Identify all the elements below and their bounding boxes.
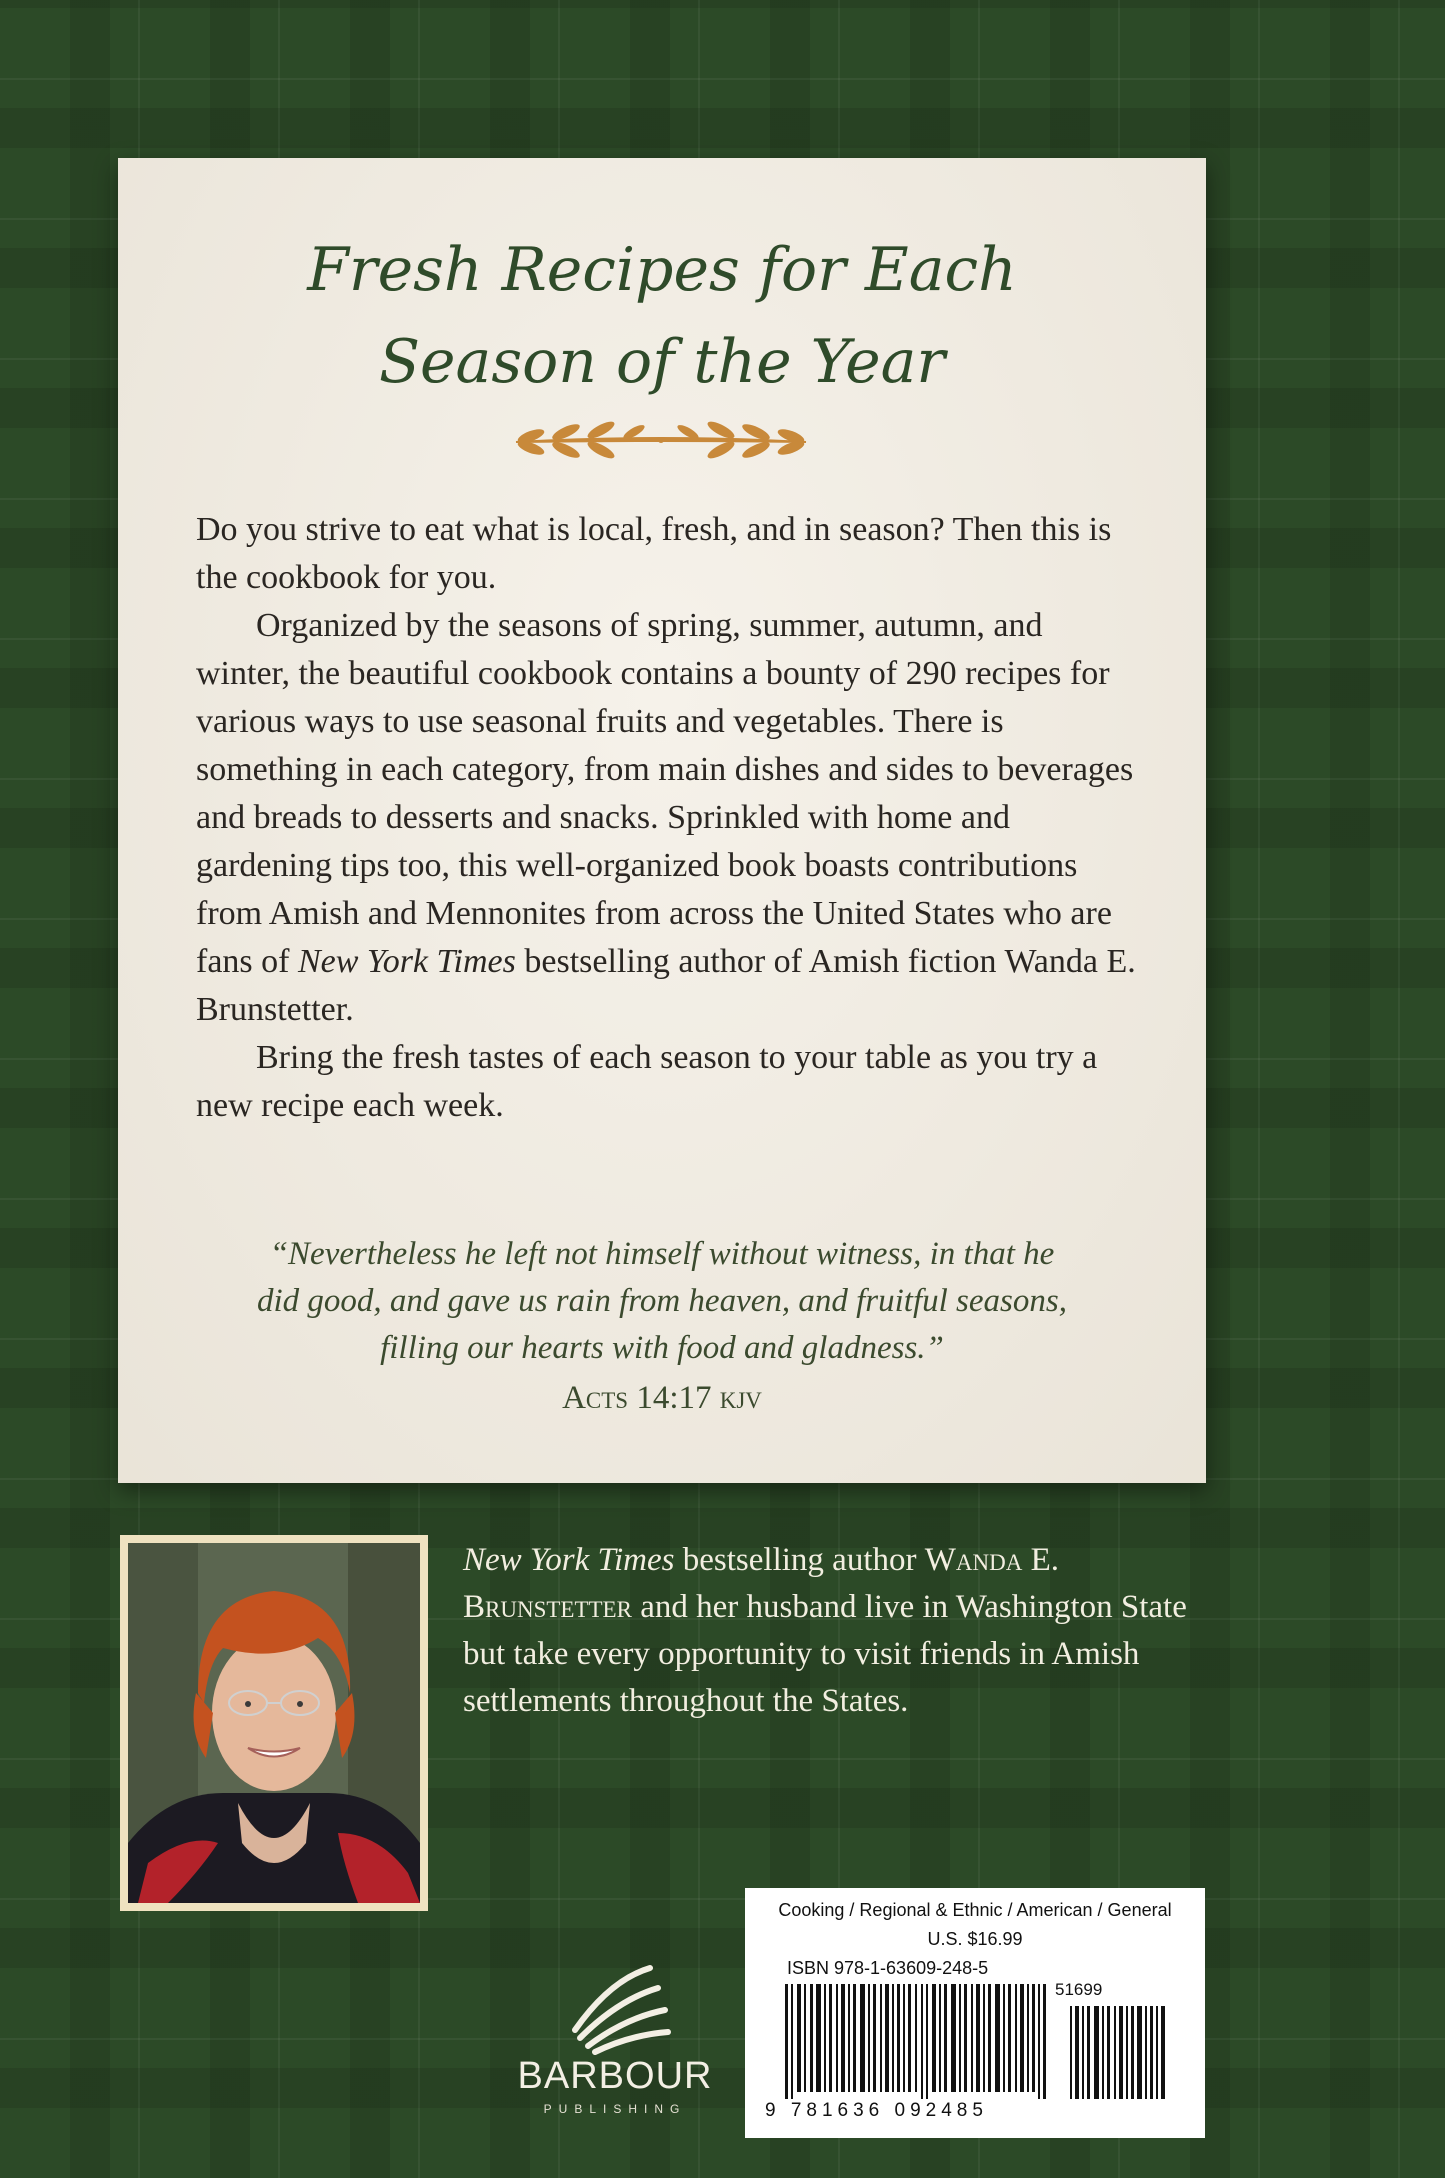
- barcode-bars: [785, 1984, 1175, 2099]
- barcode-box: [745, 1888, 1205, 2138]
- description-paragraph-2-text: Organized by the seasons of spring, summer, autumn, and winter, the beautiful cookbook contains a bounty of 290 recipes for various ways to use seasonal fruits and vegetables. There is something in each category, from main dishes and sides to beverages and breads to desserts and snacks. Sprinkled with home and gardening tips too, this well-organized book boasts contributions from Amish and Mennonites from across the United States who are fans of: [196, 607, 1134, 980]
- price-code: 51699: [1055, 1980, 1103, 1999]
- author-portrait: [128, 1543, 420, 1903]
- bio-newspaper-title: New York Times: [463, 1542, 675, 1578]
- citation-version: kjv: [719, 1380, 762, 1416]
- scripture-quote: [178, 1231, 1146, 1372]
- bio-part-1: bestselling author: [682, 1542, 917, 1578]
- author-portrait-drawing: [128, 1543, 420, 1903]
- description-panel: [118, 158, 1206, 1483]
- publisher-subtitle: PUBLISHING: [543, 2102, 687, 2116]
- quote-line-1: “Nevertheless he left not himself without witness, in that he: [269, 1236, 1055, 1272]
- publisher-name: BARBOUR: [517, 2055, 713, 2097]
- newspaper-title: New York Times: [297, 943, 516, 980]
- barcode-digits: 9 781636 092485: [765, 2100, 988, 2121]
- description-paragraph-1: Do you strive to eat what is local, fresh, and in season? Then this is the cookbook for you.: [196, 511, 1112, 596]
- quote-line-3: filling our hearts with food and gladness.”: [380, 1330, 944, 1366]
- publisher-logo: [500, 1960, 730, 2130]
- isbn-text: ISBN 978-1-63609-248-5: [787, 1958, 989, 1978]
- book-description: [196, 506, 1136, 1130]
- headline-line-1: Fresh Recipes for Each: [307, 235, 1017, 305]
- author-photo-frame: [120, 1535, 428, 1911]
- citation-reference: Acts 14:17: [562, 1380, 712, 1416]
- description-paragraph-2: [196, 602, 1136, 1034]
- description-paragraph-3: Bring the fresh tastes of each season to your table as you try a new recipe each week.: [196, 1039, 1098, 1124]
- bisac-category: Cooking / Regional & Ethnic / American / General: [778, 1900, 1172, 1920]
- author-name: Wanda E. Brunstetter: [463, 1542, 1059, 1625]
- retail-price: U.S. $16.99: [927, 1929, 1023, 1949]
- headline: [118, 224, 1206, 408]
- headline-line-2: Season of the Year: [378, 327, 946, 397]
- description-paragraph-2-end: bestselling author of Amish fiction Wanda E. Brunstetter.: [196, 943, 1136, 1028]
- quote-line-2: did good, and gave us rain from heaven, and fruitful seasons,: [257, 1283, 1067, 1319]
- open-book-pages-icon: [500, 1960, 730, 2055]
- bio-part-2: and her husband live in Washington State but take every opportunity to visit friends in Amish settlements throughout the States.: [463, 1589, 1187, 1719]
- author-bio: [463, 1537, 1223, 1725]
- scripture-citation: [118, 1380, 1206, 1417]
- wheat-laurel-icon: [496, 420, 826, 460]
